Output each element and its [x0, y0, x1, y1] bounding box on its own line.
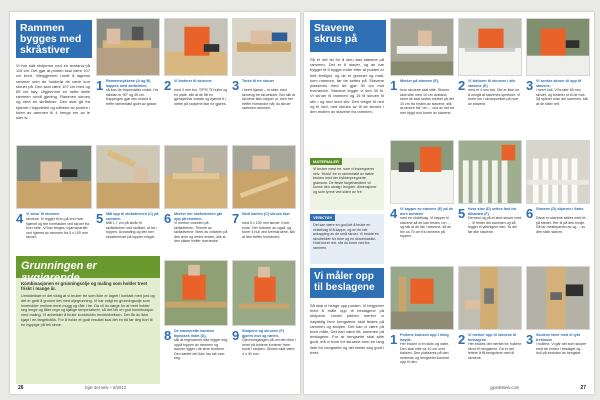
- step-number: 3: [232, 78, 240, 93]
- step-photo: [164, 18, 228, 76]
- step-title: Hvor stav (D) settes fast fra tilkanten (F).: [468, 207, 516, 216]
- step-photo: [390, 266, 454, 330]
- step-text: i hullene. Vi går det som stolper med de enden i beslaget og ... hull på innsiden av hengslet.: [536, 342, 587, 356]
- step-card: [96, 145, 160, 253]
- step-card: [232, 145, 296, 253]
- step-text: Disse er stavene settes med et... på stedet. Her til på den tredje. Så tar mesteparten av og ... av den siste staven.: [536, 216, 589, 234]
- step-text: Her bruker vi en klots og vater. Den skal sitte ca 10 cm over bakken. Den plasseres på den nederste og hengselet kommer opp til den.: [400, 342, 450, 365]
- step-number: 6: [164, 211, 172, 226]
- step-photo: [164, 260, 228, 326]
- step-text: Mål 1,7 cm på skrån til skråstiveren ved skrådel, at fra i toppen. Avvanding og tær mer eksisterende på toppen meget.: [106, 221, 157, 239]
- step-number: 1: [390, 332, 398, 347]
- left-intro: Vi har satt stolperne ned en avstand på 115 cm. Det gjør at posten skal være 107 cm bred. Vileggjenner rundt å lagrens rammer som de holderlø de være kun skruer på. Den skal være 107 cm bred og 85 cm høy. Utgjennom en nette dette rammen rundt gjerting. Rammen skrues og med en skråstiver. Den skal gå fra hjørnet i toppdelen og nåbeen av posten i foten av rammen til 4 hengs em av le siler tv.: [16, 63, 90, 121]
- step-text: Dernest og på et sted skruer med ... Vi fester del sammen og så legger til ytterligere den. Ta del før alle stavene.: [468, 216, 522, 234]
- tools-tag: VERKTØY: [310, 214, 335, 221]
- step-photo: [390, 140, 454, 204]
- step-title: Vi kapper av stavene (E) på de øvre bordene: [400, 207, 454, 216]
- step-title: Vi limforer til skruene: [174, 79, 212, 83]
- step-text: Gjennomgangen på om den ikke i revet på boltene kommer fram rundt i stolpen. Skruen skal være 4 x 40 mm.: [242, 338, 296, 356]
- step-text: med et 4 mm bor. Det er ikke lur å unngå at stavenes sprekker. Vi borer inn i skruepunktet på hver av stavene.: [468, 88, 521, 106]
- step-number: 5: [96, 211, 104, 226]
- step-number: 5: [458, 206, 466, 221]
- step-card: [16, 145, 92, 253]
- step-number: 9: [232, 328, 240, 343]
- step-number: 2: [164, 78, 172, 93]
- step-card: [164, 260, 228, 380]
- step-text: så kan de trapezoides vinkel. Ha stkelan er 90° og 45 cm. Kappingen gjør den enkelt å treffe rammeløkt gulet av gosse.: [106, 88, 158, 106]
- step-title: Stavene (D) skjæres i flater.: [536, 207, 585, 211]
- page-number: 26: [18, 385, 24, 391]
- step-card: [164, 18, 228, 138]
- step-photo: [526, 266, 590, 330]
- step-card: [526, 266, 590, 386]
- step-title: Mål opp til skråstiveren (C) på rammen.: [106, 212, 159, 221]
- step-text: med en vinkelsag. Vi kapper til stavene så de kan festes i en ... og slik at de tak i stavene, så de blir ca 70 cm fra rammen på toppen.: [400, 216, 452, 239]
- step-card: [232, 18, 296, 138]
- step-text: Her brukes det merket for hullene skrur til hengslene. Da er det lettere å få hengslene med til skruene.: [468, 342, 522, 360]
- step-text: Vi merker vinkelen på skråstiveren. Tilmerk av skråstiverne. Merk av vinkelen på den øvre og nedre enden, slik at den sikker treffer hverandre.: [174, 221, 228, 244]
- magazine-spread: [10, 12, 594, 394]
- step-title: Merker der skråstiveren går opp på rammen.: [174, 212, 223, 221]
- step-number: 1: [390, 78, 398, 93]
- folio-source: gjordetselv.com: [490, 385, 520, 390]
- tools-box: [310, 214, 384, 264]
- step-title: De wannerette kantene tilpasses listet (D),: [174, 329, 215, 338]
- step-title: Torke til tre skruer: [242, 79, 275, 83]
- step-text: slik at regnvannet ikke legger seg oppå toppen av rammen og danner ligger i de øvre bordene. Den kantet det ikke har tak over seg.: [174, 338, 228, 361]
- step-number: 4: [16, 211, 24, 226]
- step-photo: [232, 18, 296, 76]
- step-photo: [164, 145, 228, 209]
- step-number: 1: [96, 78, 104, 93]
- step-photo: [458, 140, 522, 204]
- step-title: Vi senker skruer til opp til stavene,: [536, 79, 582, 88]
- right-headline: Stavene skrus på: [310, 20, 386, 52]
- sub-headline: Vi måler opp til beslagene: [310, 268, 384, 298]
- left-headline: Rammen bygges med skråstiver: [16, 20, 92, 58]
- step-card: [390, 18, 454, 133]
- materials-tag: MATERIALER: [310, 158, 342, 165]
- step-photo: [526, 140, 590, 204]
- step-title: Skrå kanten (C) skrues fast: [242, 212, 290, 216]
- step-number: 4: [390, 206, 398, 221]
- step-title: Rammestykkene (A og B) kappes med skråvinkel,: [106, 79, 151, 88]
- right-folio: [490, 385, 586, 391]
- step-card: [458, 18, 522, 133]
- materials-text: Vi bruker mest tre, som vi impregnerer selv. 'Husk!' tre er rammeløkt av høble bruken med der trykkimpregnerte gransom. De fleste fargehandlere vil kunne den utvalg i lengder, dimensjoner og som tynne ved siden av 'tre'.: [313, 167, 377, 194]
- step-title: Portens kransen opp i riktig høyde.: [400, 333, 449, 342]
- right-intro: Så er det tid for å skru fast stavene på rammen. Det er 6 staver, og de har bygger til 5 bygge-roder etter at posten er helt ferdiget, og de er grunnet og malt, som rammen, før de settes på. Stavene plasseres med de gjør 30 cm mot hverandre. Stavene legger vi den 30 til. Vi skruer til rammen og 15 til skruen til stiv i og ned med stiv. Den tveget til ned og til ned, ned skrues av til de skrues i den midten av stavene fra rammen.: [310, 57, 384, 115]
- step-photo: [458, 266, 522, 330]
- step-card: [526, 18, 590, 133]
- step-photo: [526, 18, 590, 76]
- info-box-body: Umiddelbart er det viktig at vi bruker tre som ikke er lagret i kontakt med jord og det er godt å grunne det med oljegrunning. Vi har valgt en grunningsolje som inneholder mellom mest mugg og råte i tre. Da vil du sørge for at treet holder seg lenge og tåler regn og kjølige temperaturer, så det blir en god kombinasjon med maling. Vi anbefaler å bruke konstruktiv tredekkbeitsen. Det får du ikke kjøpt i en fargebutikk. For å holde et godt resultat skal det en tid før deg bort til en hyppige på feil sinne.: [21, 294, 155, 327]
- step-card: [164, 145, 228, 253]
- step-photo: [390, 18, 454, 76]
- page-number: 27: [580, 385, 586, 391]
- materials-box: [310, 158, 384, 210]
- step-number: 6: [526, 206, 534, 221]
- step-card: [458, 140, 522, 258]
- step-photo: [96, 145, 160, 209]
- left-folio: [18, 385, 126, 391]
- step-title: Skulene fører med et tykt treklosse: [536, 333, 581, 342]
- step-photo: [232, 260, 296, 326]
- step-card: [526, 140, 590, 258]
- step-number: 2: [458, 332, 466, 347]
- step-text: i hvert hull. Vi bruker 60 mm skruer, og fordeler ut til de mot. Så spikrer man det sammen, slik at de sitter rett.: [536, 88, 589, 106]
- info-box-title: Grunningen er avgjørende: [16, 256, 160, 278]
- step-photo: [96, 18, 160, 76]
- step-number: 3: [526, 78, 534, 93]
- folio-source: Gjør det selv – 8/2013: [84, 385, 126, 390]
- sub-intro: Så skal vi henge opp posten. Vi begynner med å måle opp til beslagene på stolpene. Under jobben merker vi nøyaktig hvor hengslene skal festes på rammen og stolpen. Det kan vi være på bred måte. Det kan være litt, sammen på beslagene. For at hengselet skal sitte godt, må vi bore for skruene som en lang liste for hengselet og det fester seg godt i treet.: [310, 303, 384, 355]
- step-text: med 5 x 100 mm skruer i hver ende. Her forborer du også, og borer 4 hull ved tverrskruene, slik at den treffer hverandre.: [242, 221, 295, 239]
- step-title: Stolpene og skruene (F) gjøres mot og rørlen.: [242, 329, 285, 338]
- step-card: [232, 260, 296, 380]
- step-number: 8: [164, 328, 172, 343]
- step-photo: [232, 145, 296, 209]
- step-number: 7: [232, 211, 240, 226]
- step-card: [390, 266, 454, 386]
- step-title: Vi merker opp til skruene til beslagene.: [468, 333, 517, 342]
- info-box-lead: Kombinasjonen er grunningsolje og maling som holder treet friskt i mange år.: [21, 281, 148, 292]
- step-photo: [458, 18, 522, 76]
- step-number: 2: [458, 78, 466, 93]
- step-photo: [16, 145, 92, 209]
- step-card: [96, 18, 160, 138]
- step-text: i hvert hjørne – to sider med skrueog tre skruesider. Bor slik at skruene ikke slipper ut, men her treffer hverandre når du skruer sammen rammen.: [242, 88, 296, 111]
- info-box-primer: [16, 256, 160, 384]
- right-page: [304, 12, 594, 394]
- step-card: [458, 266, 522, 386]
- step-title: Vi skrur til rammen: [26, 212, 60, 216]
- step-title: Merker på stavene (E),: [400, 79, 440, 83]
- step-card: [390, 140, 454, 258]
- step-text: med 3 mm bor. TIPS! Til hullet og en plate, slik at de får en gjenkjenbar bokste og hjørnet ti i nettet på stolpene klar for gjøres.: [174, 88, 228, 106]
- step-text: hvor skruene skal sitte. Skruen skal sitte med 10 cm avstand, samt de skal settes merket på det 10 cm fra enden av stavene, slik at skruen blir i en ... ved av det tot mer bygd mot boren av stavene.: [400, 88, 454, 115]
- tools-text: Det kan være en god idé å bruke en vinkelsag til å kappe, og en fin rett avkapping av de små skruer. Vi brukte en skrutrekker for bore og en skruemaskin. Hold boret rett, når du borer ned fra rammen.: [313, 223, 379, 250]
- step-number: 3: [526, 332, 534, 347]
- left-page: [10, 12, 300, 394]
- step-text: skruene. Vi legger til en på enn hver hjørnet og fire tverrtakker ved skruer fra hver side. 'Vi bør fanges i hjørnepartiet ved hjørnet av rammen fra 5 x 100 mm skruer.: [26, 217, 90, 240]
- step-title: Vi forborer til skruene i alle stavene (E): [468, 79, 516, 88]
